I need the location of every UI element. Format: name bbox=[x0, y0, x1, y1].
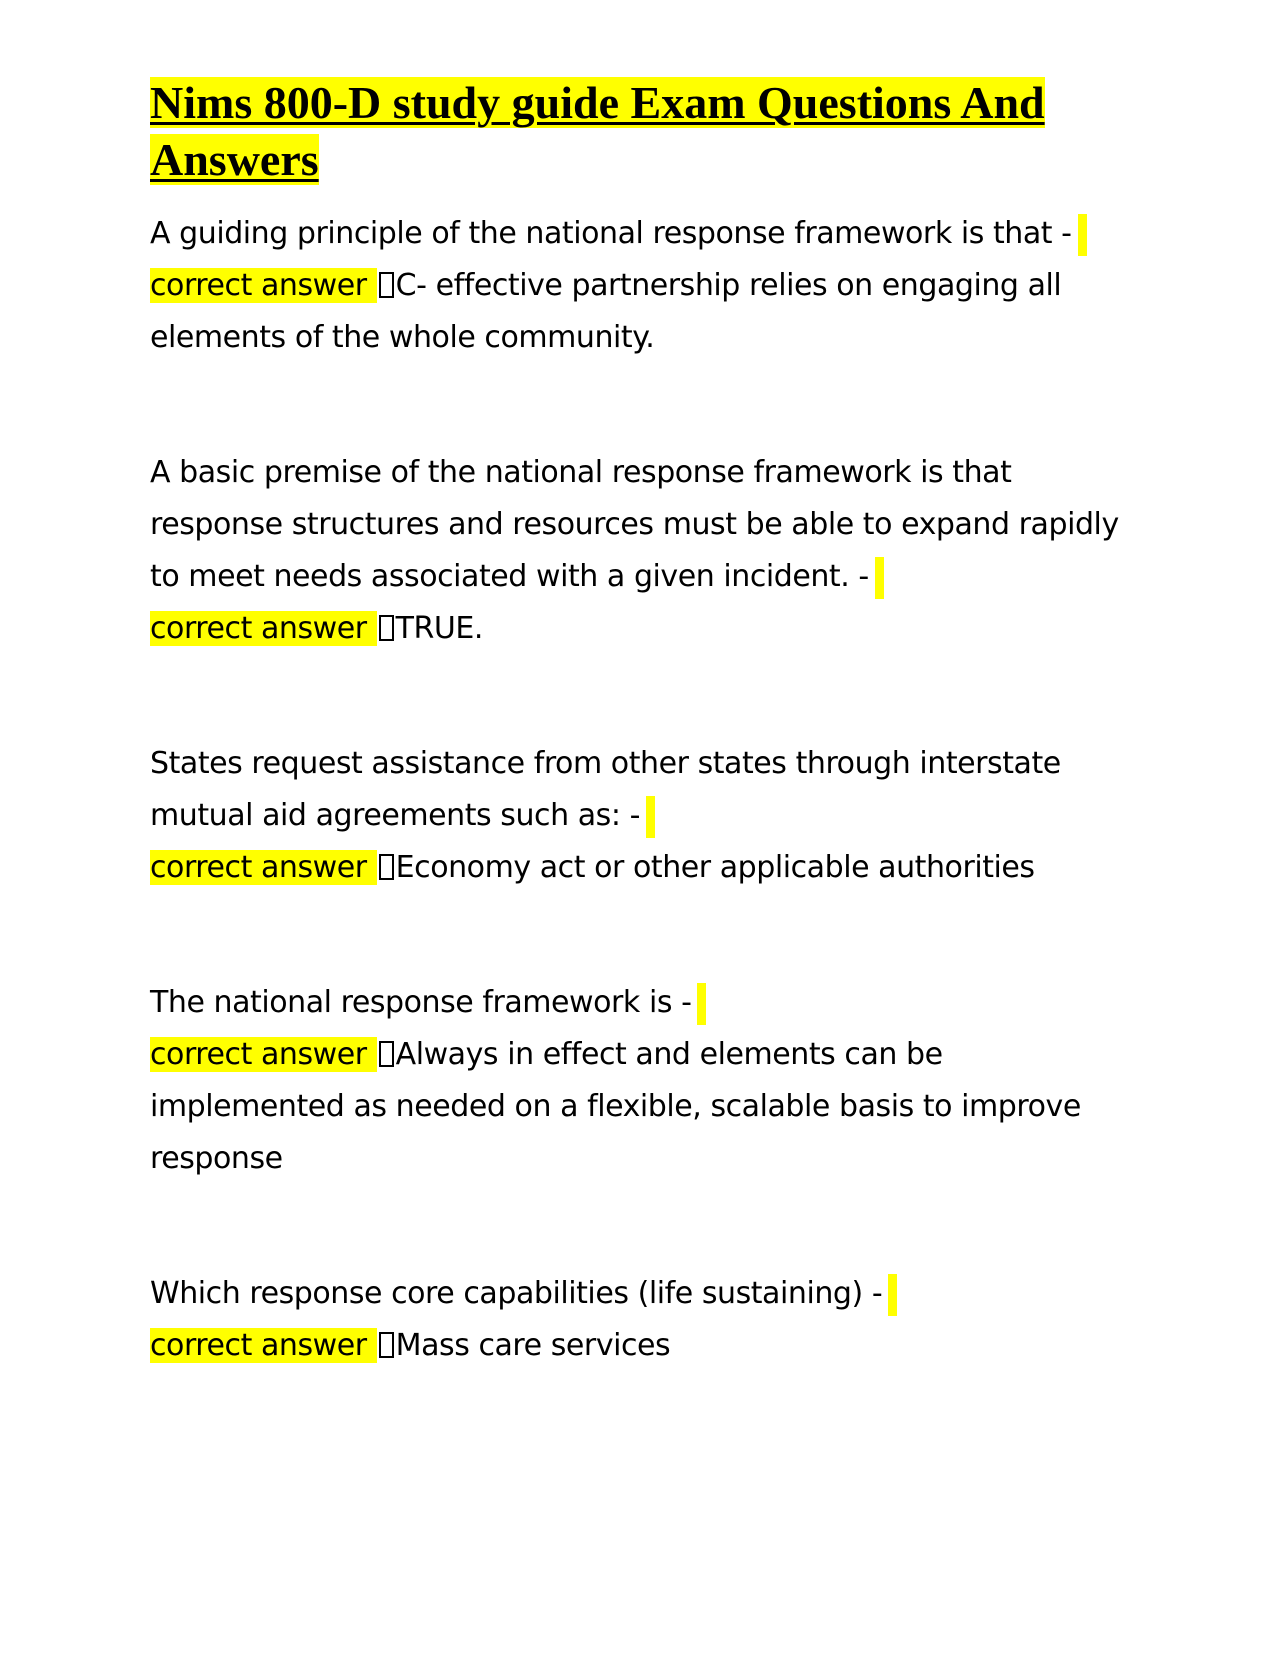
answer-line bbox=[150, 260, 1135, 364]
question-text bbox=[150, 738, 1135, 842]
highlight-marker bbox=[875, 557, 884, 599]
correct-answer-label: correct answer bbox=[150, 1328, 377, 1363]
question-text bbox=[150, 977, 1135, 1029]
document-title bbox=[150, 74, 1135, 188]
question-text bbox=[150, 447, 1135, 603]
question-text bbox=[150, 1268, 1135, 1320]
answer-line bbox=[150, 1029, 1135, 1185]
missing-glyph-icon bbox=[379, 854, 394, 880]
answer-3-text: Economy act or other applicable authorities bbox=[395, 850, 1035, 885]
question-text bbox=[150, 208, 1135, 260]
highlight-marker bbox=[646, 796, 655, 838]
question-1-text: A guiding principle of the national response framework is that - bbox=[150, 216, 1072, 251]
question-2-text: A basic premise of the national response framework is that response structures and resources must be able to expand rapidly to meet needs associated with a given incident. - bbox=[150, 455, 1119, 594]
answer-line bbox=[150, 1320, 1135, 1372]
question-5-text: Which response core capabilities (life sustaining) - bbox=[150, 1276, 883, 1311]
question-3-text: States request assistance from other states through interstate mutual aid agreements such as: - bbox=[150, 746, 1061, 833]
correct-answer-label: correct answer bbox=[150, 850, 377, 885]
document-title-text: Nims 800-D study guide Exam Questions And Answers bbox=[150, 77, 1045, 185]
answer-line bbox=[150, 842, 1135, 894]
correct-answer-label: correct answer bbox=[150, 268, 377, 303]
document-content bbox=[150, 74, 1135, 1455]
answer-1-text: C- effective partnership relies on engaging all elements of the whole community. bbox=[150, 268, 1062, 355]
correct-answer-label: correct answer bbox=[150, 1037, 377, 1072]
missing-glyph-icon bbox=[379, 272, 394, 298]
correct-answer-label: correct answer bbox=[150, 611, 377, 646]
answer-5-text: Mass care services bbox=[395, 1328, 671, 1363]
answer-4-text: Always in effect and elements can be implemented as needed on a flexible, scalable basis to improve response bbox=[150, 1037, 1081, 1176]
missing-glyph-icon bbox=[379, 1041, 394, 1067]
missing-glyph-icon bbox=[379, 1332, 394, 1358]
answer-line bbox=[150, 603, 1135, 655]
qa-item-3 bbox=[150, 738, 1135, 894]
highlight-marker bbox=[1078, 214, 1087, 256]
qa-item-5 bbox=[150, 1268, 1135, 1372]
answer-2-text: TRUE. bbox=[395, 611, 484, 646]
question-4-text: The national response framework is - bbox=[150, 985, 692, 1020]
qa-item-2 bbox=[150, 447, 1135, 655]
qa-item-4 bbox=[150, 977, 1135, 1185]
qa-item-1 bbox=[150, 208, 1135, 364]
highlight-marker bbox=[888, 1274, 897, 1316]
missing-glyph-icon bbox=[379, 615, 394, 641]
highlight-marker bbox=[697, 983, 706, 1025]
